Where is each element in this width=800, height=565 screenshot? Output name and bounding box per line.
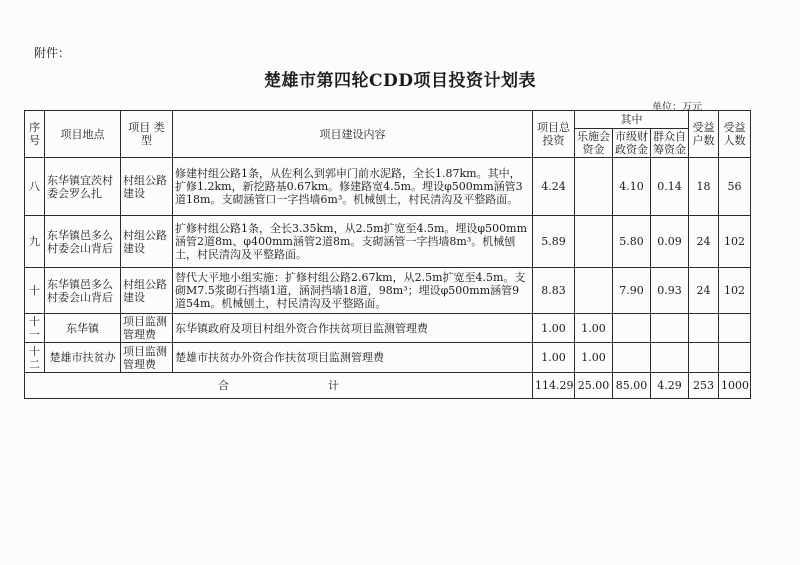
cell-self-raised: 0.09 xyxy=(651,216,689,268)
page-title: 楚雄市第四轮CDD项目投资计划表 xyxy=(263,71,536,91)
cell-lshh: 1.00 xyxy=(575,343,613,373)
cell-city-fiscal: 4.10 xyxy=(613,158,651,216)
cell-type: 项目监测管理费 xyxy=(121,343,173,373)
unit-label: 单位：万元 xyxy=(652,102,702,113)
header-type: 项目 类型 xyxy=(121,111,173,158)
cell-type: 村组公路建设 xyxy=(121,268,173,314)
total-row xyxy=(25,373,751,399)
cell-people: 102 xyxy=(719,216,751,268)
cell-content: 东华镇政府及项目村组外资合作扶贫项目监测管理费 xyxy=(173,314,533,343)
cell-households: 24 xyxy=(689,216,719,268)
total-city-fiscal: 85.00 xyxy=(613,373,651,399)
cell-households xyxy=(689,314,719,343)
cell-people xyxy=(719,314,751,343)
cell-people: 102 xyxy=(719,268,751,314)
cell-self-raised xyxy=(651,314,689,343)
cell-content: 扩修村组公路1条，全长3.35km，从2.5m扩宽至4.5m。埋设φ500mm涵管2道8m、φ400mm涵管2道8m。支砌涵管一字挡墙8m³。机械刨土，村民清沟及平整路面。 xyxy=(173,216,533,268)
cell-seq: 八 xyxy=(25,158,45,216)
cell-seq: 十 xyxy=(25,268,45,314)
cell-lshh xyxy=(575,216,613,268)
cell-city-fiscal: 5.80 xyxy=(613,216,651,268)
cell-location: 东华镇邑多么村委会山背后 xyxy=(45,268,121,314)
investment-plan-table xyxy=(24,110,751,399)
cell-self-raised: 0.93 xyxy=(651,268,689,314)
cell-content: 替代大平地小组实施：扩修村组公路2.67km，从2.5m扩宽至4.5m。支砌M7.5浆砌石挡墙1道，涵洞挡墙18道，98m³；埋设φ500mm涵管9道54m。机械刨土，村民清沟及平整路面。 xyxy=(173,268,533,314)
cell-total: 1.00 xyxy=(533,343,575,373)
header-total: 项目总投资 xyxy=(533,111,575,158)
attachment-label: 附件： xyxy=(34,46,71,60)
cell-location: 楚雄市扶贫办 xyxy=(45,343,121,373)
header-self-raised-fund: 群众自筹资金 xyxy=(651,129,689,158)
cell-self-raised xyxy=(651,343,689,373)
cell-type: 村组公路建设 xyxy=(121,216,173,268)
cell-households: 18 xyxy=(689,158,719,216)
header-seq: 序号 xyxy=(25,111,45,158)
cell-seq: 十二 xyxy=(25,343,45,373)
total-self-raised: 4.29 xyxy=(651,373,689,399)
cell-total: 1.00 xyxy=(533,314,575,343)
cell-content: 修建村组公路1条，从佐利么到郭申门前水泥路，全长1.87km。其中，扩修1.2km，新挖路基0.67km。修建路宽4.5m。埋设φ500mm涵管3道18m。支砌涵管口一字挡墙6m³。机械刨土，村民清沟及平整路面。 xyxy=(173,158,533,216)
cell-seq: 十一 xyxy=(25,314,45,343)
total-investment: 114.29 xyxy=(533,373,575,399)
table-row xyxy=(25,343,751,373)
cell-self-raised: 0.14 xyxy=(651,158,689,216)
cell-total: 5.89 xyxy=(533,216,575,268)
cell-lshh xyxy=(575,158,613,216)
cell-households: 24 xyxy=(689,268,719,314)
table-row xyxy=(25,268,751,314)
header-people: 受益人数 xyxy=(719,111,751,158)
cell-content: 楚雄市扶贫办外资合作扶贫项目监测管理费 xyxy=(173,343,533,373)
cell-location: 东华镇邑多么村委会山背后 xyxy=(45,216,121,268)
cell-city-fiscal xyxy=(613,343,651,373)
table-row xyxy=(25,158,751,216)
cell-lshh: 1.00 xyxy=(575,314,613,343)
cell-location: 东华镇 xyxy=(45,314,121,343)
header-location: 项目地点 xyxy=(45,111,121,158)
cell-households xyxy=(689,343,719,373)
cell-type: 村组公路建设 xyxy=(121,158,173,216)
header-lshh-fund: 乐施会资金 xyxy=(575,129,613,158)
cell-city-fiscal: 7.90 xyxy=(613,268,651,314)
table-row xyxy=(25,216,751,268)
header-city-fiscal-fund: 市级财政资金 xyxy=(613,129,651,158)
total-households: 253 xyxy=(689,373,719,399)
cell-city-fiscal xyxy=(613,314,651,343)
cell-lshh xyxy=(575,268,613,314)
header-of-which: 其中 xyxy=(575,111,689,129)
total-label: 合 计 xyxy=(25,373,533,399)
table-row xyxy=(25,314,751,343)
header-households: 受益户数 xyxy=(689,111,719,158)
cell-location: 东华镇宜茨村委会罗么扎 xyxy=(45,158,121,216)
cell-total: 4.24 xyxy=(533,158,575,216)
cell-type: 项目监测管理费 xyxy=(121,314,173,343)
cell-seq: 九 xyxy=(25,216,45,268)
header-content: 项目建设内容 xyxy=(173,111,533,158)
cell-total: 8.83 xyxy=(533,268,575,314)
cell-people: 56 xyxy=(719,158,751,216)
total-people: 1000 xyxy=(719,373,751,399)
cell-people xyxy=(719,343,751,373)
total-lshh: 25.00 xyxy=(575,373,613,399)
